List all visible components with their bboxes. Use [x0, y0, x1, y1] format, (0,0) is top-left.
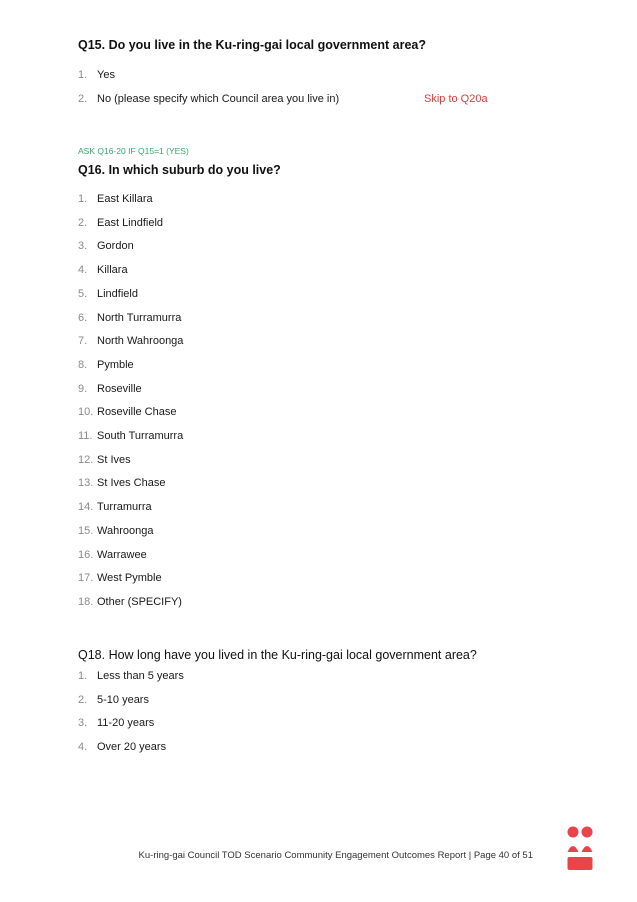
q16-option-1 — [78, 191, 153, 207]
option-label: Wahroonga — [97, 524, 154, 537]
q15-option-2 — [78, 91, 488, 107]
option-label: 5-10 years — [97, 693, 149, 706]
option-label: Pymble — [97, 358, 134, 371]
option-label: Roseville Chase — [97, 406, 177, 419]
q15-option-1 — [78, 67, 115, 83]
q18-option-1 — [78, 668, 184, 684]
q18-option-2 — [78, 692, 149, 708]
q18-title: Q18. How long have you lived in the Ku-ring-gai local government area? — [78, 648, 477, 662]
q18-option-4 — [78, 739, 166, 755]
q16-title: Q16. In which suburb do you live? — [78, 163, 281, 177]
q16-option-14 — [78, 499, 152, 515]
option-label: No (please specify which Council area you live in) — [97, 93, 340, 105]
option-number: 2. — [78, 693, 88, 706]
option-number: 1. — [78, 193, 88, 205]
skip-instruction: Skip to Q20a — [424, 93, 488, 105]
q16-option-4 — [78, 262, 128, 278]
q16-option-17 — [78, 570, 162, 586]
q16-option-16 — [78, 547, 147, 563]
option-label: Other (SPECIFY) — [97, 595, 182, 608]
option-label: East Killara — [97, 193, 153, 205]
ask-instruction: ASK Q16-20 IF Q15=1 (YES) — [78, 146, 189, 156]
option-number: 2. — [78, 216, 88, 229]
option-label: North Wahroonga — [97, 335, 184, 348]
option-label: South Turramurra — [97, 430, 184, 442]
q16-option-12 — [78, 452, 131, 468]
option-label: West Pymble — [97, 572, 162, 585]
option-label: East Lindfield — [97, 216, 164, 229]
q16-option-2 — [78, 215, 163, 231]
option-number: 7. — [78, 335, 88, 348]
option-label: 11-20 years — [97, 717, 155, 730]
q16-option-13 — [78, 475, 165, 491]
q16-option-3 — [78, 238, 134, 254]
option-label: Over 20 years — [97, 741, 167, 754]
option-number: 4. — [78, 741, 88, 754]
q16-option-9 — [78, 381, 142, 397]
option-number: 3. — [78, 717, 88, 730]
option-label: Warrawee — [97, 548, 147, 561]
option-number: 14. — [78, 501, 94, 514]
q18-option-3 — [78, 715, 154, 731]
option-number: 10. — [78, 406, 94, 419]
option-number: 15. — [78, 524, 94, 537]
option-number: 11. — [78, 430, 93, 442]
q16-option-18 — [78, 594, 182, 610]
option-number: 1. — [78, 670, 88, 682]
option-number: 13. — [78, 477, 94, 490]
option-number: 3. — [78, 240, 88, 253]
option-number: 18. — [78, 595, 94, 608]
q16-option-5 — [78, 286, 138, 302]
option-number: 17. — [78, 572, 94, 585]
q16-option-10 — [78, 404, 176, 420]
option-label: Roseville — [97, 382, 142, 395]
option-number: 16. — [78, 548, 94, 561]
q16-option-11 — [78, 428, 183, 444]
people-logo-icon — [567, 826, 593, 872]
option-label: St Ives — [97, 453, 131, 466]
q16-option-6 — [78, 310, 181, 326]
option-label: Turramurra — [97, 501, 152, 514]
option-label: Less than 5 years — [97, 670, 184, 682]
q15-title: Q15. Do you live in the Ku-ring-gai local government area? — [78, 38, 426, 52]
option-number: 9. — [78, 382, 88, 395]
option-label: Lindfield — [97, 287, 138, 300]
page-footer: Ku-ring-gai Council TOD Scenario Community Engagement Outcomes Report | Page 40 of 51 — [138, 850, 533, 861]
q16-option-8 — [78, 357, 134, 373]
option-number: 6. — [78, 311, 88, 324]
option-label: Gordon — [97, 240, 134, 253]
option-label: Killara — [97, 264, 128, 277]
option-number: 1. — [78, 69, 88, 81]
option-number: 2. — [78, 93, 88, 105]
q16-option-7 — [78, 333, 183, 349]
option-number: 8. — [78, 358, 88, 371]
option-label: Yes — [97, 69, 115, 81]
q16-option-15 — [78, 523, 153, 539]
option-label: North Turramurra — [97, 311, 182, 324]
option-label: St Ives Chase — [97, 477, 166, 490]
option-number: 5. — [78, 287, 88, 300]
option-number: 4. — [78, 264, 88, 277]
option-number: 12. — [78, 453, 94, 466]
